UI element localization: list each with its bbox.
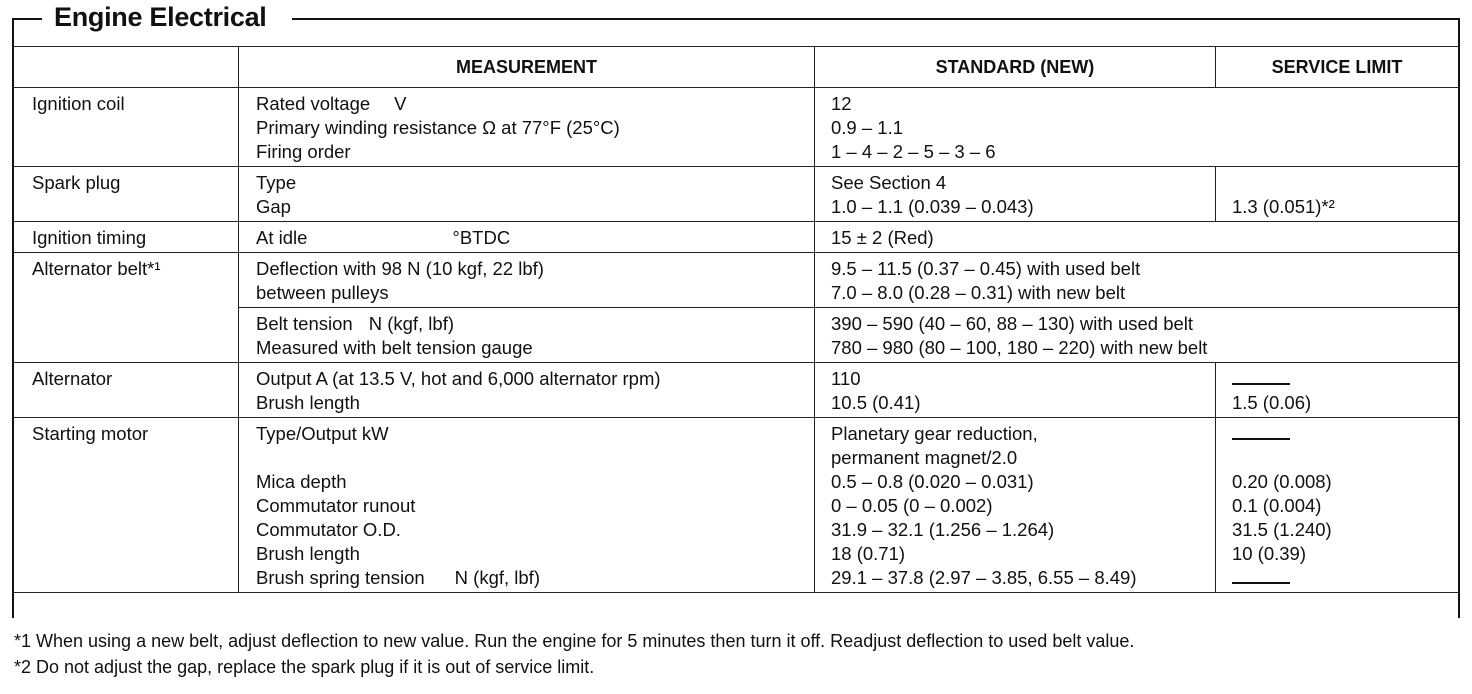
measurement-cell xyxy=(239,308,815,363)
measurement-text: Deflection with 98 N (10 kgf, 22 lbf) xyxy=(256,258,544,279)
standard-value: 9.5 – 11.5 (0.37 – 0.45) with used belt xyxy=(831,258,1141,279)
standard-value: 31.9 – 32.1 (1.256 – 1.264) xyxy=(831,519,1055,540)
header-category xyxy=(14,47,239,88)
measurement-cell xyxy=(239,253,815,308)
standard-value: 12 xyxy=(831,93,852,114)
not-applicable-dash xyxy=(1232,582,1290,584)
category-alternator: Alternator xyxy=(14,363,239,418)
standard-cell xyxy=(815,167,1216,222)
limit-value: 1.3 (0.051)*² xyxy=(1231,196,1335,217)
standard-value: 780 – 980 (80 – 100, 180 – 220) with new belt xyxy=(831,337,1208,358)
measurement-text: Type/Output kW xyxy=(256,423,389,444)
standard-cell xyxy=(815,222,1216,253)
measurement-cell xyxy=(239,222,815,253)
unit-text: N (kgf, lbf) xyxy=(454,567,540,588)
measurement-text: Brush length xyxy=(256,392,360,413)
header-measurement: MEASUREMENT xyxy=(239,47,815,88)
limit-cell xyxy=(1215,363,1458,418)
measurement-text: At idle xyxy=(256,227,308,248)
measurement-text: Measured with belt tension gauge xyxy=(256,337,533,358)
limit-value: 31.5 (1.240) xyxy=(1231,519,1332,540)
measurement-text: Brush spring tension xyxy=(256,567,425,588)
standard-value: 110 xyxy=(831,368,861,389)
measurement-text: Belt tension xyxy=(256,313,353,334)
standard-value: 0.5 – 0.8 (0.020 – 0.031) xyxy=(831,471,1034,492)
measurement-text: Mica depth xyxy=(256,471,347,492)
standard-value: 1.0 – 1.1 (0.039 – 0.043) xyxy=(831,196,1034,217)
measurement-text: Primary winding resistance Ω at 77°F (25°C) xyxy=(256,117,620,138)
standard-cell xyxy=(815,308,1216,363)
standard-value: 10.5 (0.41) xyxy=(831,392,921,413)
table-row-spark-plug xyxy=(14,167,1458,222)
measurement-cell xyxy=(239,363,815,418)
measurement-text: Rated voltage xyxy=(256,93,371,114)
standard-value: 15 ± 2 (Red) xyxy=(831,227,934,248)
limit-value: 0.1 (0.004) xyxy=(1231,495,1322,516)
measurement-text: Commutator runout xyxy=(256,495,416,516)
table-row-ignition-timing xyxy=(14,222,1458,253)
footnote-1: *1 When using a new belt, adjust deflection to new value. Run the engine for 5 minutes then turn it off. Readjust deflection to used belt value. xyxy=(14,631,1135,651)
standard-cell xyxy=(815,363,1216,418)
footnote-2: *2 Do not adjust the gap, replace the spark plug if it is out of service limit. xyxy=(14,657,595,677)
frame-top-left xyxy=(12,18,42,20)
frame-top-right xyxy=(292,18,1460,20)
limit-cell xyxy=(1215,253,1458,308)
not-applicable-dash xyxy=(1232,438,1290,440)
limit-cell xyxy=(1215,88,1458,167)
category-ignition-timing: Ignition timing xyxy=(14,222,239,253)
section-title: Engine Electrical xyxy=(48,2,272,33)
standard-cell xyxy=(815,253,1216,308)
frame-right xyxy=(1458,18,1460,618)
header-standard: STANDARD (NEW) xyxy=(815,47,1216,88)
standard-cell xyxy=(815,418,1216,593)
not-applicable-dash xyxy=(1232,383,1290,385)
measurement-text: Brush length xyxy=(256,543,360,564)
standard-value: 0.9 – 1.1 xyxy=(831,117,904,138)
limit-cell xyxy=(1215,308,1458,363)
measurement-cell xyxy=(239,88,815,167)
standard-value: Planetary gear reduction, xyxy=(831,423,1038,444)
table-row-starting-motor xyxy=(14,418,1458,593)
header-service-limit: SERVICE LIMIT xyxy=(1215,47,1458,88)
limit-cell xyxy=(1215,418,1458,593)
header-row xyxy=(14,47,1458,88)
footnotes xyxy=(14,628,1134,680)
measurement-text: Output A (at 13.5 V, hot and 6,000 alternator rpm) xyxy=(256,368,661,389)
standard-value: 390 – 590 (40 – 60, 88 – 130) with used belt xyxy=(831,313,1194,334)
unit-text: V xyxy=(394,93,407,114)
measurement-cell xyxy=(239,167,815,222)
measurement-text: Type xyxy=(256,172,297,193)
limit-value: 0.20 (0.008) xyxy=(1231,471,1332,492)
category-ignition-coil: Ignition coil xyxy=(14,88,239,167)
limit-cell xyxy=(1215,167,1458,222)
category-spark-plug: Spark plug xyxy=(14,167,239,222)
specifications-table xyxy=(14,46,1458,593)
standard-value: permanent magnet/2.0 xyxy=(831,447,1018,468)
measurement-text: Commutator O.D. xyxy=(256,519,401,540)
category-alternator-belt: Alternator belt*¹ xyxy=(14,253,239,363)
measurement-cell xyxy=(239,418,815,593)
measurement-text: between pulleys xyxy=(256,282,389,303)
standard-cell xyxy=(815,88,1216,167)
limit-value: 10 (0.39) xyxy=(1231,543,1306,564)
limit-value: 1.5 (0.06) xyxy=(1231,392,1312,413)
standard-value: See Section 4 xyxy=(831,172,947,193)
standard-value: 7.0 – 8.0 (0.28 – 0.31) with new belt xyxy=(831,282,1126,303)
table-row-ignition-coil xyxy=(14,88,1458,167)
category-starting-motor: Starting motor xyxy=(14,418,239,593)
standard-value: 18 (0.71) xyxy=(831,543,906,564)
standard-value: 29.1 – 37.8 (2.97 – 3.85, 6.55 – 8.49) xyxy=(831,567,1137,588)
unit-text: N (kgf, lbf) xyxy=(368,313,455,334)
limit-cell xyxy=(1215,222,1458,253)
standard-value: 1 – 4 – 2 – 5 – 3 – 6 xyxy=(831,141,996,162)
table-row-alternator-belt-deflection xyxy=(14,253,1458,308)
measurement-text: Gap xyxy=(256,196,291,217)
unit-text: °BTDC xyxy=(452,227,511,248)
table-row-alternator xyxy=(14,363,1458,418)
measurement-text: Firing order xyxy=(256,141,351,162)
standard-value: 0 – 0.05 (0 – 0.002) xyxy=(831,495,993,516)
